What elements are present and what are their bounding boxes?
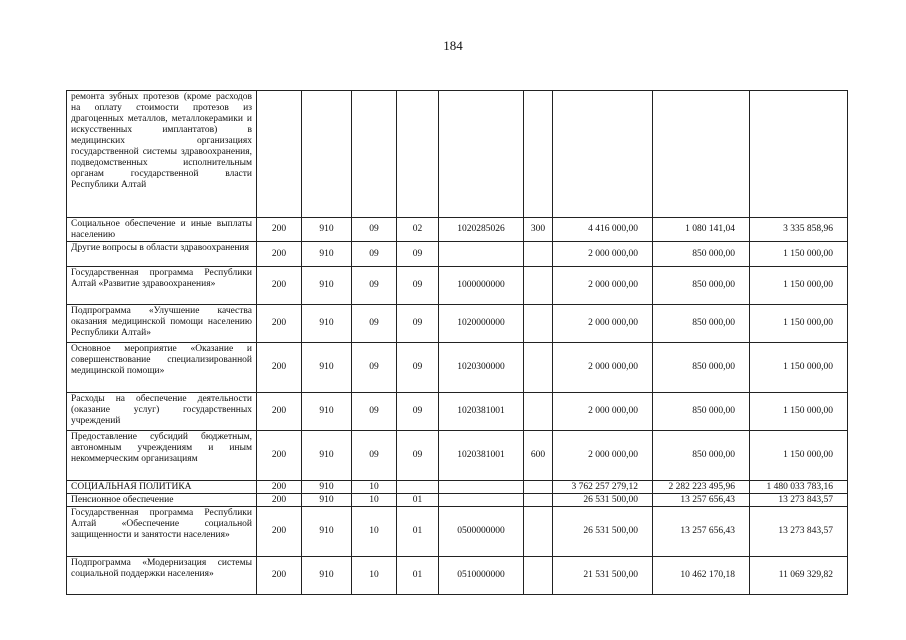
table-row xyxy=(67,557,848,595)
code-cell: 300 xyxy=(524,218,553,242)
code-cell: 1020300000 xyxy=(439,343,524,393)
code-cell: 200 xyxy=(257,218,302,242)
code-cell: 200 xyxy=(257,557,302,595)
code-cell: 01 xyxy=(397,507,439,557)
code-cell xyxy=(397,481,439,494)
code-cell: 200 xyxy=(257,431,302,481)
code-cell: 1020381001 xyxy=(439,393,524,431)
code-cell: 1020000000 xyxy=(439,305,524,343)
amount-cell xyxy=(750,91,848,218)
amount-cell: 1 150 000,00 xyxy=(750,343,848,393)
code-cell xyxy=(439,481,524,494)
amount-cell: 26 531 500,00 xyxy=(553,507,653,557)
amount-cell: 2 000 000,00 xyxy=(553,242,653,267)
amount-cell: 1 150 000,00 xyxy=(750,267,848,305)
row-name-cell: Государственная программа Республики Алтай «Обеспечение социальной защищенности и занятости населения» xyxy=(67,507,257,557)
row-name-cell: Подпрограмма «Модернизация системы социальной поддержки населения» xyxy=(67,557,257,595)
table-row xyxy=(67,91,848,218)
code-cell: 910 xyxy=(302,494,352,507)
amount-cell: 850 000,00 xyxy=(653,242,750,267)
code-cell: 09 xyxy=(352,267,397,305)
amount-cell: 1 150 000,00 xyxy=(750,431,848,481)
amount-cell: 850 000,00 xyxy=(653,431,750,481)
amount-cell: 13 257 656,43 xyxy=(653,507,750,557)
amount-cell: 850 000,00 xyxy=(653,267,750,305)
code-cell: 01 xyxy=(397,494,439,507)
code-cell: 10 xyxy=(352,507,397,557)
amount-cell: 2 000 000,00 xyxy=(553,431,653,481)
code-cell: 910 xyxy=(302,343,352,393)
amount-cell xyxy=(553,91,653,218)
code-cell xyxy=(524,343,553,393)
amount-cell: 2 000 000,00 xyxy=(553,343,653,393)
amount-cell: 11 069 329,82 xyxy=(750,557,848,595)
amount-cell: 4 416 000,00 xyxy=(553,218,653,242)
amount-cell: 850 000,00 xyxy=(653,343,750,393)
row-name-cell: ремонта зубных протезов (кроме расходов на оплату стоимости протезов из драгоценных металлов, металлокерамики и искусственных имплантатов) в медицинских организациях государственной системы здравоохранения, подведомственных исполнительным органам государственной власти Республики Алтай xyxy=(67,91,257,218)
row-name-cell: Подпрограмма «Улучшение качества оказания медицинской помощи населению Республики Алтай» xyxy=(67,305,257,343)
code-cell: 09 xyxy=(352,343,397,393)
code-cell xyxy=(524,507,553,557)
amount-cell: 2 000 000,00 xyxy=(553,305,653,343)
code-cell: 09 xyxy=(397,242,439,267)
amount-cell: 13 273 843,57 xyxy=(750,494,848,507)
code-cell xyxy=(524,91,553,218)
code-cell xyxy=(352,91,397,218)
table-row xyxy=(67,481,848,494)
row-name-cell: Социальное обеспечение и иные выплаты населению xyxy=(67,218,257,242)
code-cell: 200 xyxy=(257,481,302,494)
row-name-cell: СОЦИАЛЬНАЯ ПОЛИТИКА xyxy=(67,481,257,494)
amount-cell: 1 480 033 783,16 xyxy=(750,481,848,494)
budget-table-body xyxy=(67,91,848,595)
budget-table xyxy=(66,90,848,595)
code-cell: 910 xyxy=(302,507,352,557)
code-cell: 600 xyxy=(524,431,553,481)
code-cell: 09 xyxy=(352,431,397,481)
code-cell: 09 xyxy=(397,393,439,431)
row-name-cell: Государственная программа Республики Алтай «Развитие здравоохранения» xyxy=(67,267,257,305)
code-cell xyxy=(439,242,524,267)
code-cell: 09 xyxy=(397,343,439,393)
amount-cell: 3 762 257 279,12 xyxy=(553,481,653,494)
code-cell xyxy=(524,494,553,507)
table-row xyxy=(67,507,848,557)
code-cell: 910 xyxy=(302,267,352,305)
row-name-cell: Пенсионное обеспечение xyxy=(67,494,257,507)
table-row xyxy=(67,494,848,507)
code-cell xyxy=(524,305,553,343)
code-cell: 200 xyxy=(257,507,302,557)
code-cell: 1020285026 xyxy=(439,218,524,242)
table-row xyxy=(67,431,848,481)
code-cell: 01 xyxy=(397,557,439,595)
code-cell: 09 xyxy=(397,431,439,481)
code-cell: 09 xyxy=(352,305,397,343)
code-cell: 09 xyxy=(352,218,397,242)
table-row xyxy=(67,393,848,431)
code-cell: 200 xyxy=(257,393,302,431)
code-cell: 910 xyxy=(302,218,352,242)
amount-cell: 26 531 500,00 xyxy=(553,494,653,507)
code-cell xyxy=(524,393,553,431)
code-cell: 09 xyxy=(397,305,439,343)
amount-cell xyxy=(653,91,750,218)
code-cell xyxy=(524,242,553,267)
code-cell xyxy=(302,91,352,218)
code-cell xyxy=(439,91,524,218)
code-cell: 910 xyxy=(302,431,352,481)
code-cell xyxy=(397,91,439,218)
code-cell: 910 xyxy=(302,242,352,267)
code-cell: 200 xyxy=(257,343,302,393)
code-cell: 200 xyxy=(257,242,302,267)
code-cell: 0510000000 xyxy=(439,557,524,595)
code-cell xyxy=(257,91,302,218)
code-cell: 09 xyxy=(352,393,397,431)
page-number: 184 xyxy=(443,38,463,53)
code-cell xyxy=(524,481,553,494)
amount-cell: 1 150 000,00 xyxy=(750,393,848,431)
code-cell: 09 xyxy=(397,267,439,305)
code-cell xyxy=(524,267,553,305)
code-cell: 200 xyxy=(257,305,302,343)
code-cell: 10 xyxy=(352,494,397,507)
row-name-cell: Другие вопросы в области здравоохранения xyxy=(67,242,257,267)
amount-cell: 10 462 170,18 xyxy=(653,557,750,595)
code-cell: 200 xyxy=(257,267,302,305)
code-cell: 0500000000 xyxy=(439,507,524,557)
amount-cell: 1 150 000,00 xyxy=(750,242,848,267)
code-cell: 02 xyxy=(397,218,439,242)
code-cell: 09 xyxy=(352,242,397,267)
amount-cell: 1 080 141,04 xyxy=(653,218,750,242)
code-cell: 1020381001 xyxy=(439,431,524,481)
amount-cell: 2 282 223 495,96 xyxy=(653,481,750,494)
amount-cell: 21 531 500,00 xyxy=(553,557,653,595)
row-name-cell: Расходы на обеспечение деятельности (оказание услуг) государственных учреждений xyxy=(67,393,257,431)
amount-cell: 850 000,00 xyxy=(653,305,750,343)
amount-cell: 850 000,00 xyxy=(653,393,750,431)
code-cell: 1000000000 xyxy=(439,267,524,305)
code-cell: 10 xyxy=(352,557,397,595)
row-name-cell: Предоставление субсидий бюджетным, автономным учреждениям и иным некоммерческим организациям xyxy=(67,431,257,481)
code-cell: 910 xyxy=(302,481,352,494)
amount-cell: 3 335 858,96 xyxy=(750,218,848,242)
row-name-cell: Основное мероприятие «Оказание и совершенствование специализированной медицинской помощи» xyxy=(67,343,257,393)
table-row xyxy=(67,267,848,305)
amount-cell: 1 150 000,00 xyxy=(750,305,848,343)
code-cell: 910 xyxy=(302,557,352,595)
code-cell xyxy=(439,494,524,507)
code-cell: 910 xyxy=(302,305,352,343)
code-cell: 200 xyxy=(257,494,302,507)
amount-cell: 2 000 000,00 xyxy=(553,393,653,431)
table-row xyxy=(67,218,848,242)
code-cell: 910 xyxy=(302,393,352,431)
code-cell xyxy=(524,557,553,595)
amount-cell: 2 000 000,00 xyxy=(553,267,653,305)
amount-cell: 13 273 843,57 xyxy=(750,507,848,557)
amount-cell: 13 257 656,43 xyxy=(653,494,750,507)
table-row xyxy=(67,305,848,343)
code-cell: 10 xyxy=(352,481,397,494)
table-row xyxy=(67,343,848,393)
table-row xyxy=(67,242,848,267)
